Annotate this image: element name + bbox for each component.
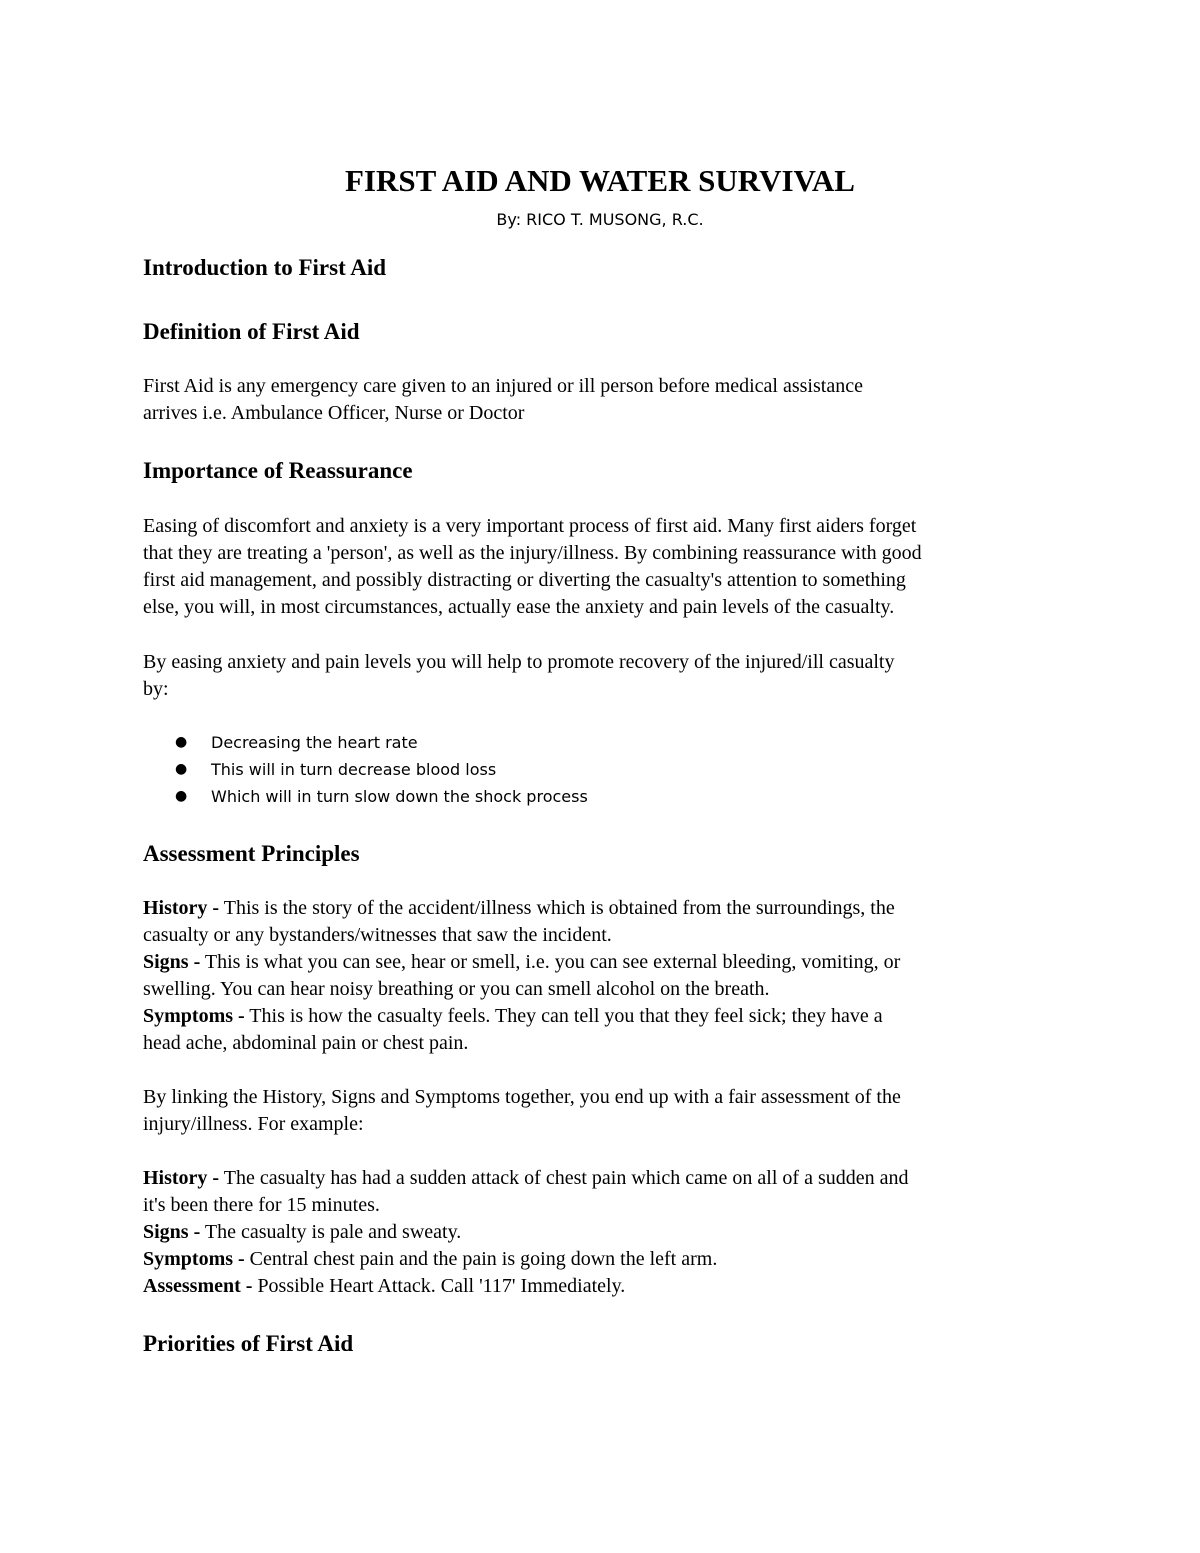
- bullet-icon: ●: [175, 761, 188, 777]
- assessment-definitions: [143, 895, 1073, 1057]
- list-item-text: Which will in turn slow down the shock process: [211, 787, 588, 806]
- heading-assessment: Assessment Principles: [143, 841, 360, 866]
- symptoms-term: Symptoms -: [143, 1005, 245, 1027]
- text-line: it's been there for 15 minutes.: [143, 1194, 380, 1216]
- history-text: This is the story of the accident/illness which is obtained from the surroundings, the: [219, 897, 895, 919]
- example-signs-term: Signs -: [143, 1221, 201, 1243]
- text-line: casualty or any bystanders/witnesses that saw the incident.: [143, 924, 612, 946]
- text-line: that they are treating a 'person', as well as the injury/illness. By combining reassurance with good: [143, 542, 922, 564]
- heading-priorities: Priorities of First Aid: [143, 1331, 354, 1356]
- signs-text: This is what you can see, hear or smell, i.e. you can see external bleeding, vomiting, or: [200, 951, 901, 973]
- easing-paragraph: [143, 649, 1073, 703]
- example-assessment-line: [143, 1273, 1073, 1300]
- heading-introduction: Introduction to First Aid: [143, 255, 387, 280]
- example-assessment-term: Assessment -: [143, 1275, 253, 1297]
- bullet-list: [143, 729, 1043, 810]
- signs-line: [143, 949, 1073, 976]
- author-byline: By: RICO T. MUSONG, R.C.: [496, 210, 704, 229]
- history-line: [143, 895, 1073, 922]
- bullet-icon: ●: [175, 788, 188, 804]
- symptoms-line: [143, 1003, 1073, 1030]
- history-term: History -: [143, 897, 220, 919]
- text-line: head ache, abdominal pain or chest pain.: [143, 1032, 469, 1054]
- text-line: else, you will, in most circumstances, actually ease the anxiety and pain levels of the casualty.: [143, 596, 895, 618]
- text-line: first aid management, and possibly distracting or diverting the casualty's attention to something: [143, 569, 906, 591]
- list-item: [143, 783, 1043, 810]
- signs-term: Signs -: [143, 951, 201, 973]
- heading-definition: Definition of First Aid: [143, 319, 360, 344]
- text-line: Easing of discomfort and anxiety is a very important process of first aid. Many first aiders forget: [143, 515, 917, 537]
- bullet-icon: ●: [175, 734, 188, 750]
- example-signs-text: The casualty is pale and sweaty.: [200, 1221, 462, 1243]
- example-history-term: History -: [143, 1167, 220, 1189]
- text-line: by:: [143, 678, 169, 700]
- list-item-text: This will in turn decrease blood loss: [211, 760, 497, 779]
- example-history-text: The casualty has had a sudden attack of chest pain which came on all of a sudden and: [219, 1167, 909, 1189]
- example-signs-line: [143, 1219, 1073, 1246]
- list-item-text: Decreasing the heart rate: [211, 733, 418, 752]
- reassurance-paragraph: [143, 513, 1073, 621]
- list-item: [143, 729, 1043, 756]
- definition-paragraph: [143, 373, 1073, 427]
- text-line: swelling. You can hear noisy breathing or you can smell alcohol on the breath.: [143, 978, 770, 1000]
- document-title: FIRST AID AND WATER SURVIVAL: [345, 163, 855, 198]
- text-line: By linking the History, Signs and Symptoms together, you end up with a fair assessment of the: [143, 1086, 901, 1108]
- text-line: By easing anxiety and pain levels you will help to promote recovery of the injured/ill casualty: [143, 651, 895, 673]
- example-history-line: [143, 1165, 1073, 1192]
- heading-reassurance: Importance of Reassurance: [143, 458, 413, 483]
- text-line: injury/illness. For example:: [143, 1113, 364, 1135]
- list-item: [143, 756, 1043, 783]
- symptoms-text: This is how the casualty feels. They can tell you that they feel sick; they have a: [244, 1005, 883, 1027]
- example-block: [143, 1165, 1073, 1300]
- example-symptoms-term: Symptoms -: [143, 1248, 245, 1270]
- example-assessment-text: Possible Heart Attack. Call '117' Immediately.: [252, 1275, 626, 1297]
- text-line: arrives i.e. Ambulance Officer, Nurse or Doctor: [143, 402, 525, 424]
- example-symptoms-line: [143, 1246, 1073, 1273]
- example-symptoms-text: Central chest pain and the pain is going down the left arm.: [244, 1248, 718, 1270]
- linking-paragraph: [143, 1084, 1073, 1138]
- text-line: First Aid is any emergency care given to an injured or ill person before medical assistance: [143, 375, 863, 397]
